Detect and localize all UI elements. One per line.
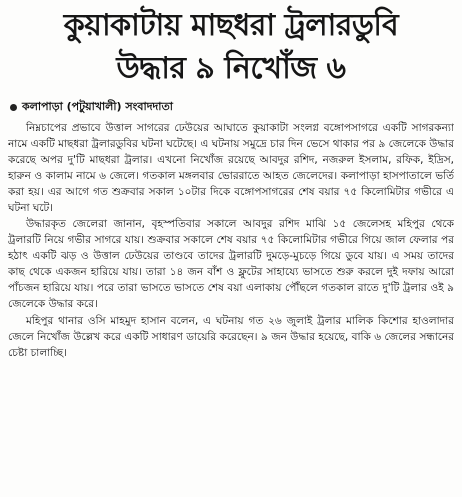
paragraph-2: উদ্ধারকৃত জেলেরা জানান, বৃহস্পতিবার সকালে আবদুর রশিদ মাঝি ১৫ জেলেসহ মহিপুর থেকে ট্রলারটি নিয়ে গভীর সাগরে যায়। শুক্রবার সকালে শেষ বয়ার ৭৫ কিলোমিটার গভীরে গিয়ে জাল ফেলার পর হঠাৎ একটি ঝড় ও উত্তাল ঢেউয়ের তাণ্ডবে তাদের ট্রলারটি দুমড়ে-মুচড়ে গিয়ে ডুবে যায়। এ সময় তাদের কাছ থেকে একজন হারিয়ে যায়। তারা ১৪ জন বাঁশ ও ফ্লুটের সাহায্যে ভাসতে শুরু করলে দুই দফায় আরো পাঁচজন হারিয়ে যায়। পরে তারা ভাসতে ভাসতে শেষ বয়া এলাকায় পৌঁছলে গতকাল রাতে দু'টি ট্রলার ওই ৯ জেলেকে উদ্ধার করে।: [8, 218, 454, 310]
paragraph-1: নিম্নচাপের প্রভাবে উত্তাল সাগরের ঢেউয়ের আঘাতে কুয়াকাটা সংলগ্ন বঙ্গোপসাগরে একটি সাগরকন্যা নামে একটি মাছধরা ট্রলারডুবির ঘটনা ঘটেছে। এ ঘটনায় সমুদ্রে চার দিন ভেসে থাকার পর ৯ জেলেকে উদ্ধার করেছে অপর দু'টি মাছধরা ট্রলার। এখনো নিখোঁজ রয়েছে আবদুর রশিদ, নজরুল ইসলাম, রফিক, ইদ্রিস, হারুন ও কালাম নামে ৬ জেলে। গতকাল মঙ্গলবার ভোররাতে আহত জেলেদের। কলাপাড়া হাসপাতালে ভর্তি করা হয়। এর আগে গত শুক্রবার সকাল ১০টার দিকে বঙ্গোপসাগরের শেষ বয়ার ৭৫ কিলোমিটার গভীরে এ ঘটনা ঘটে।: [8, 122, 454, 214]
headline-line-1: কুয়াকাটায় মাছধরা ট্রলারডুবি: [63, 8, 399, 43]
bullet-icon: [10, 104, 17, 111]
byline: [10, 99, 173, 115]
paragraph-3: মহিপুর থানার ওসি মাহমুদ হাসান বলেন, এ ঘটনায় গত ২৬ জুলাই ট্রলার মালিক কিশোর হাওলাদার জেলে নিখোঁজ উল্লেখ করে একটি সাধারণ ডায়েরি করেছেন। ৯ জন উদ্ধার হয়েছে, বাকি ৬ জেলের সন্ধানের চেষ্টা চালাচ্ছি।: [8, 314, 454, 359]
byline-text: কলাপাড়া (পটুয়াখালী) সংবাদদাতা: [22, 100, 173, 113]
headline-line-2: উদ্ধার ৯ নিখোঁজ ৬: [116, 51, 346, 86]
article-body: [8, 121, 454, 493]
